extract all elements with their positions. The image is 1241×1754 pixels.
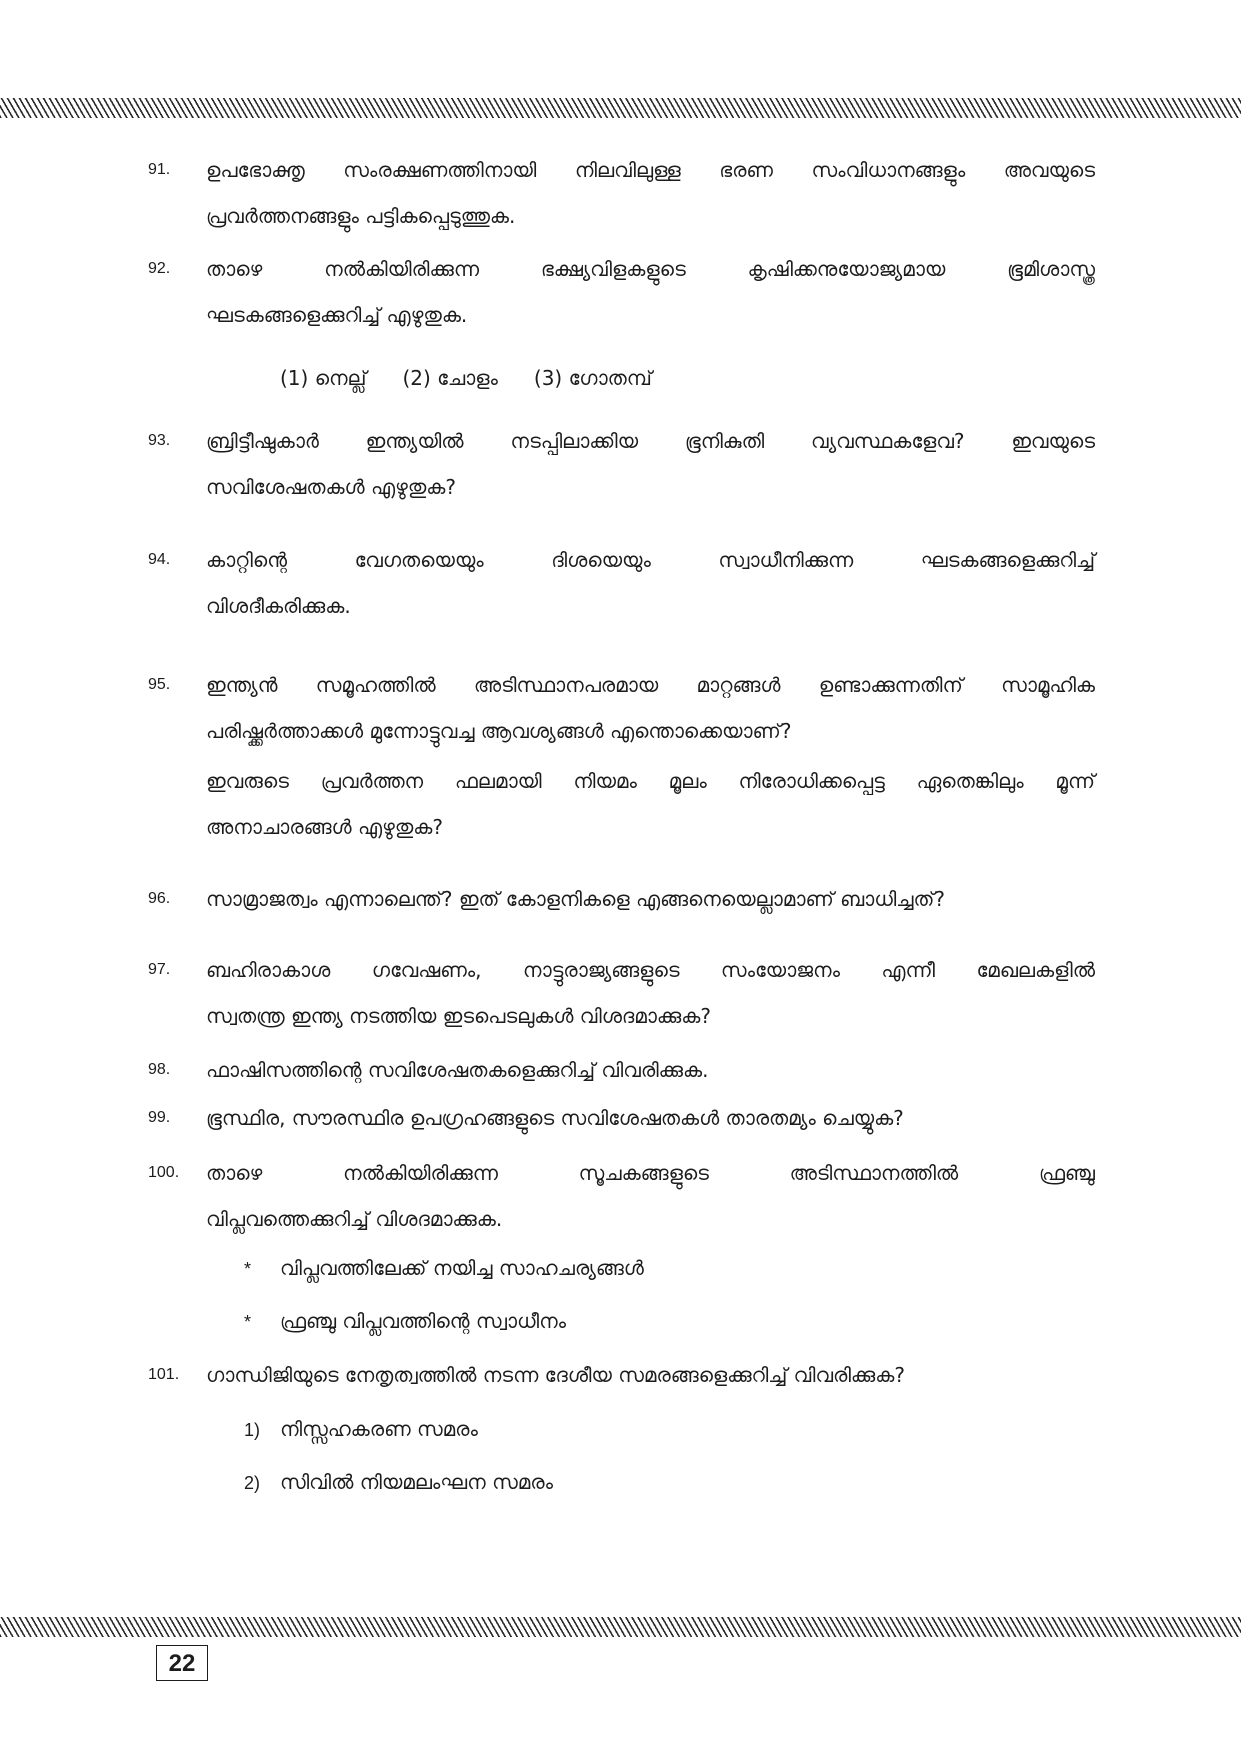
question-line: സവിശേഷതകൾ എഴുതുക? [206,475,456,499]
question-93 [148,418,1095,510]
question-line: അനാചാരങ്ങൾ എഴുതുക? [206,815,443,839]
top-hatch-border [0,98,1241,118]
list-number: 2) [244,1473,261,1493]
crop-item: (1) നെല്ല് [280,366,367,390]
question-number: 96. [148,890,171,907]
question-line: ഭൂസ്ഥിര, സൗരസ്ഥിര ഉപഗ്രഹങ്ങളുടെ സവിശേഷതകൾ താരതമ്യം ചെയ്യുക? [206,1106,904,1130]
question-number: 97. [148,961,171,978]
question-number: 99. [148,1109,171,1126]
question-line: പരിഷ്ക്കർത്താക്കൾ മുന്നോട്ടുവച്ച ആവശ്യങ്ങൾ എന്തൊക്കെയാണ്? [206,719,792,743]
question-line: ബ്രിട്ടീഷുകാർ ഇന്ത്യയിൽ നടപ്പിലാക്കിയ ഭൂനികുതി വ്യവസ്ഥകളേവ? ഇവയുടെ [206,429,1095,453]
question-97 [148,947,1095,1039]
question-line: ഘടകങ്ങളെക്കുറിച്ച് എഴുതുക. [206,303,468,327]
bottom-hatch-border [0,1617,1241,1637]
question-line: ഉപഭോക്തൃ സംരക്ഷണത്തിനായി നിലവിലുള്ള ഭരണ സംവിധാനങ്ങളും അവയുടെ [206,158,1095,182]
question-91 [148,147,1095,239]
point-text: വിപ്ലവത്തിലേക്ക് നയിച്ച സാഹചര്യങ്ങൾ [280,1256,644,1280]
question-number: 91. [148,161,171,178]
question-96 [148,876,1095,922]
bullet-mark: * [244,1312,252,1332]
question-number: 93. [148,432,171,449]
question-line: പ്രവർത്തനങ്ങളും പട്ടികപ്പെടുത്തുക. [206,204,516,228]
question-95 [148,662,1095,850]
crop-item: (2) ചോളം [402,366,498,390]
bullet-mark: * [244,1259,252,1279]
question-line: ഫാഷിസത്തിന്റെ സവിശേഷതകളെക്കുറിച്ച് വിവരിക്കുക. [206,1058,709,1082]
question-line: ഇന്ത്യൻ സമൂഹത്തിൽ അടിസ്ഥാനപരമായ മാറ്റങ്ങൾ ഉണ്ടാക്കുന്നതിന് സാമൂഹിക [206,673,1095,697]
question-92 [148,246,1095,338]
question-94 [148,537,1095,629]
question-line: സാമ്രാജത്വം എന്നാലെന്ത്? ഇത് കോളനികളെ എങ്ങനെയെല്ലാമാണ് ബാധിച്ചത്? [206,887,945,911]
question-number: 100. [148,1164,180,1181]
question-number: 92. [148,260,171,277]
question-number: 95. [148,676,171,693]
q101-point [244,1406,478,1453]
point-text: ഫ്രഞ്ചു വിപ്ലവത്തിന്റെ സ്വാധീനം [280,1309,567,1333]
question-number: 101. [148,1366,180,1383]
question-line: സ്വതന്ത്ര ഇന്ത്യ നടത്തിയ ഇടപെടലുകൾ വിശദമാക്കുക? [206,1004,711,1028]
q100-point [244,1298,566,1345]
question-line: കാറ്റിന്റെ വേഗതയെയും ദിശയെയും സ്വാധീനിക്കുന്ന ഘടകങ്ങളെക്കുറിച്ച് [206,548,1095,572]
question-line: ഗാന്ധിജിയുടെ നേതൃത്വത്തിൽ നടന്ന ദേശീയ സമരങ്ങളെക്കുറിച്ച് വിവരിക്കുക? [206,1363,905,1387]
crop-list [280,355,688,401]
point-text: നിസ്സഹകരണ സമരം [280,1417,478,1441]
q101-point [244,1459,553,1506]
question-99 [148,1095,1095,1141]
page-number: 22 [156,1645,208,1681]
question-98 [148,1047,1095,1093]
list-number: 1) [244,1420,261,1440]
question-line: വിപ്ലവത്തെക്കുറിച്ച് വിശദമാക്കുക. [206,1207,503,1231]
question-number: 94. [148,551,171,568]
q100-point [244,1245,644,1292]
question-101 [148,1352,1095,1398]
question-line: താഴെ നൽകിയിരിക്കുന്ന സൂചകങ്ങളുടെ അടിസ്ഥാനത്തിൽ ഫ്രഞ്ചു [206,1161,1095,1185]
question-line: ബഹിരാകാശ ഗവേഷണം, നാട്ടുരാജ്യങ്ങളുടെ സംയോജനം എന്നീ മേഖലകളിൽ [206,958,1095,982]
question-line: വിശദീകരിക്കുക. [206,594,351,618]
question-line: താഴെ നൽകിയിരിക്കുന്ന ഭക്ഷ്യവിളകളുടെ കൃഷിക്കനുയോജ്യമായ ഭൂമിശാസ്ത്ര [206,257,1095,281]
question-100 [148,1150,1095,1242]
crop-item: (3) ഗോതമ്പ് [533,366,652,390]
question-number: 98. [148,1061,171,1078]
point-text: സിവിൽ നിയമലംഘന സമരം [280,1470,553,1494]
question-line: ഇവരുടെ പ്രവർത്തന ഫലമായി നിയമം മൂലം നിരോധിക്കപ്പെട്ട ഏതെങ്കിലും മൂന്ന് [206,769,1095,793]
